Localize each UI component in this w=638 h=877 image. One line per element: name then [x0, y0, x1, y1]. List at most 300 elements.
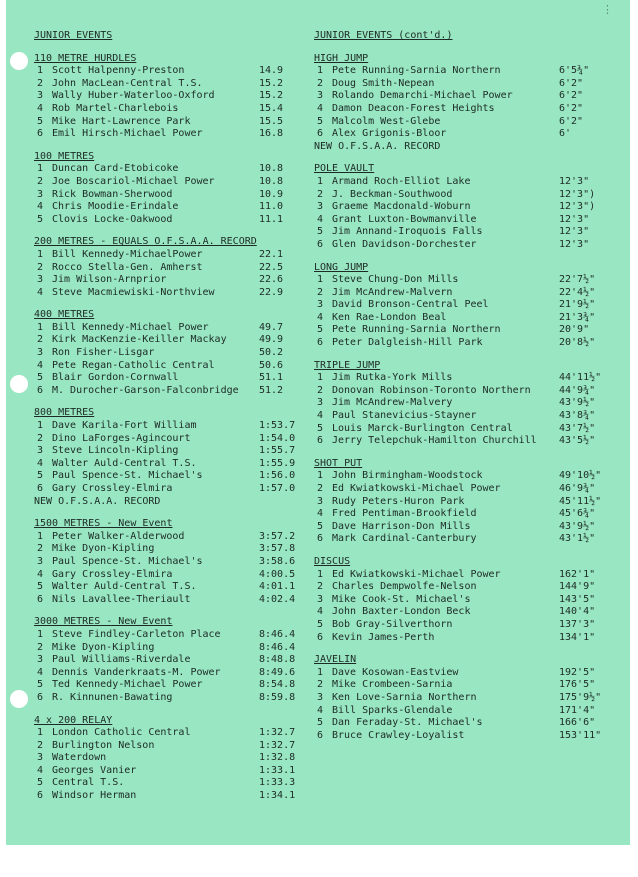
result-row [314, 385, 614, 398]
athlete-name: Malcolm West-Glebe [332, 115, 441, 127]
result-row [314, 189, 614, 202]
place-number: 4 [37, 568, 44, 580]
place-number: 1 [37, 163, 44, 175]
result-row [314, 533, 614, 546]
athlete-name: Emil Hirsch-Michael Power [52, 128, 203, 140]
result-row [34, 727, 296, 740]
place-number: 3 [317, 593, 324, 605]
place-number: 2 [317, 384, 324, 396]
place-number: 4 [317, 311, 324, 323]
place-number: 5 [317, 324, 324, 336]
section-title-1500-metres-new-event: 1500 METRES - New Event [34, 518, 173, 530]
result-mark: 21'3¾" [559, 311, 596, 323]
place-number: 1 [317, 372, 324, 384]
result-row [34, 163, 296, 176]
result-row [34, 765, 296, 778]
section-title-shot-put: SHOT PUT [314, 457, 363, 469]
result-mark: 43'7½" [559, 422, 596, 434]
result-mark: 1:55.9 [259, 457, 296, 469]
athlete-name: Windsor Herman [52, 790, 137, 802]
result-row [34, 692, 296, 705]
section-title-pole-vault: POLE VAULT [314, 163, 375, 175]
place-number: 6 [317, 631, 324, 643]
section-title-long-jump: LONG JUMP [314, 261, 369, 273]
result-row [314, 705, 614, 718]
athlete-name: Rolando Demarchi-Michael Power [332, 90, 513, 102]
place-number: 6 [317, 435, 324, 447]
result-row [34, 752, 296, 765]
result-mark: 12'3" [559, 226, 590, 238]
athlete-name: John MacLean-Central T.S. [52, 77, 203, 89]
place-number: 3 [317, 299, 324, 311]
athlete-name: John Baxter-London Beck [332, 606, 471, 618]
result-row [34, 176, 296, 189]
result-mark: 6'2" [559, 102, 584, 114]
result-row [314, 337, 614, 350]
athlete-name: Blair Gordon-Cornwall [52, 372, 179, 384]
athlete-name: Ed Kwiatkowski-Michael Power [332, 568, 501, 580]
result-row [34, 90, 296, 103]
athlete-name: J. Beckman-Southwood [332, 188, 453, 200]
result-row [314, 423, 614, 436]
result-row [314, 239, 614, 252]
result-row [34, 581, 296, 594]
section-title-3000-metres-new-event: 3000 METRES - New Event [34, 616, 173, 628]
result-mark: 6'2" [559, 90, 584, 102]
result-row [34, 322, 296, 335]
place-number: 2 [37, 739, 44, 751]
athlete-name: Scott Halpenny-Preston [52, 65, 185, 77]
section-title-junior-events: JUNIOR EVENTS [34, 30, 113, 41]
place-number: 1 [37, 65, 44, 77]
result-mark: 6'5¾" [559, 65, 590, 77]
place-number: 4 [317, 508, 324, 520]
place-number: 6 [37, 593, 44, 605]
result-row [34, 103, 296, 116]
place-number: 1 [37, 420, 44, 432]
result-mark: 1:34.1 [259, 790, 296, 802]
result-mark: 50.6 [259, 359, 284, 371]
place-number: 5 [317, 717, 324, 729]
result-row [34, 420, 296, 433]
result-mark: 20'9" [559, 324, 590, 336]
result-mark: 46'9¾" [559, 483, 596, 494]
athlete-name: Mike Dyon-Kipling [52, 543, 155, 555]
athlete-name: Paul Spence-St. Michael's [52, 470, 203, 482]
result-row [34, 214, 296, 227]
section-title-400-metres: 400 METRES [34, 309, 95, 321]
result-row [314, 78, 614, 91]
athlete-name: London Catholic Central [52, 727, 191, 739]
result-row [34, 65, 296, 78]
place-number: 5 [37, 372, 44, 384]
athlete-name: Jim Rutka-York Mills [332, 372, 453, 384]
place-number: 3 [37, 347, 44, 359]
result-row [34, 790, 296, 803]
result-row [314, 274, 614, 287]
result-mark: 4:01.1 [259, 581, 296, 593]
result-mark: 153'11" [559, 729, 602, 741]
athlete-name: Graeme Macdonald-Woburn [332, 201, 471, 213]
result-row [314, 594, 614, 607]
result-row [314, 128, 614, 141]
athlete-name: Armand Roch-Elliot Lake [332, 175, 471, 187]
place-number: 6 [317, 337, 324, 349]
result-mark: 11.1 [259, 213, 284, 225]
place-number: 5 [37, 581, 44, 593]
section-title-javelin: JAVELIN [314, 654, 357, 666]
result-row [34, 262, 296, 275]
result-row [314, 116, 614, 129]
place-number: 6 [37, 384, 44, 396]
section-title-triple-jump: TRIPLE JUMP [314, 359, 381, 371]
place-number: 3 [37, 90, 44, 102]
athlete-name: David Bronson-Central Peel [332, 299, 489, 311]
place-number: 5 [37, 679, 44, 691]
athlete-name: Jim McAndrew-Malvery [332, 397, 453, 409]
athlete-name: Grant Luxton-Bowmanville [332, 213, 477, 225]
result-row [314, 606, 614, 619]
place-number: 1 [37, 628, 44, 640]
result-mark: 6'2" [559, 77, 584, 89]
athlete-name: Bob Gray-Silverthorn [332, 618, 453, 630]
result-mark: 15.2 [259, 77, 284, 89]
result-mark: 12'3" [559, 238, 590, 250]
athlete-name: Donovan Robinson-Toronto Northern [332, 384, 531, 396]
result-mark: 1:53.7 [259, 420, 296, 432]
result-mark: 144'9" [559, 581, 596, 593]
athlete-name: Dave Kosowan-Eastview [332, 666, 459, 678]
place-number: 2 [317, 77, 324, 89]
place-number: 2 [37, 432, 44, 444]
place-number: 1 [37, 248, 44, 260]
result-row [34, 470, 296, 483]
punch-hole [10, 375, 28, 393]
result-mark: 134'1" [559, 631, 596, 643]
athlete-name: Joe Boscariol-Michael Power [52, 175, 215, 187]
place-number: 4 [37, 764, 44, 776]
result-row [314, 90, 614, 103]
result-mark: 15.4 [259, 102, 284, 114]
place-number: 3 [317, 90, 324, 102]
result-row [314, 679, 614, 692]
athlete-name: Central T.S. [52, 777, 125, 789]
result-row [34, 189, 296, 202]
result-mark: 162'1" [559, 568, 596, 580]
section-title-800-metres: 800 METRES [34, 407, 95, 419]
place-number: 2 [317, 679, 324, 691]
place-number: 3 [317, 397, 324, 409]
result-mark: 22.1 [259, 248, 284, 260]
place-number: 2 [317, 483, 324, 494]
section-title-100-metres: 100 METRES [34, 150, 95, 162]
athlete-name: Ken Rae-London Beal [332, 311, 447, 323]
athlete-name: Peter Walker-Alderwood [52, 530, 185, 542]
athlete-name: John Birmingham-Woodstock [332, 470, 483, 482]
athlete-name: M. Durocher-Garson-Falconbridge [52, 384, 239, 396]
athlete-name: Fred Pentiman-Brookfield [332, 508, 477, 520]
result-mark: 192'5" [559, 666, 596, 678]
section-title-110-metre-hurdles: 110 METRE HURDLES [34, 52, 137, 64]
place-number: 3 [317, 201, 324, 213]
result-row [34, 642, 296, 655]
place-number: 3 [37, 274, 44, 286]
athlete-name: Doug Smith-Nepean [332, 77, 435, 89]
place-number: 4 [37, 102, 44, 114]
result-row [34, 360, 296, 373]
result-mark: 22.9 [259, 286, 284, 298]
result-row [34, 347, 296, 360]
athlete-name: Mike Crombeen-Sarnia [332, 679, 453, 691]
place-number: 5 [317, 618, 324, 630]
place-number: 5 [37, 777, 44, 789]
place-number: 2 [37, 543, 44, 555]
section-title-discus: DISCUS [314, 555, 351, 567]
result-row [34, 629, 296, 642]
punch-hole [10, 690, 28, 708]
result-row [34, 543, 296, 556]
result-row [314, 483, 614, 496]
result-mark: 22'7½" [559, 274, 596, 286]
results-sheet [6, 0, 630, 845]
athlete-name: Pete Running-Sarnia Northern [332, 65, 501, 77]
place-number: 6 [317, 128, 324, 140]
athlete-name: Glen Davidson-Dorchester [332, 238, 477, 250]
result-mark: 3:58.6 [259, 555, 296, 567]
result-mark: 8:46.4 [259, 628, 296, 640]
place-number: 1 [317, 666, 324, 678]
result-mark: 140'4" [559, 606, 596, 618]
place-number: 5 [317, 226, 324, 238]
athlete-name: Bill Sparks-Glendale [332, 704, 453, 716]
result-mark: 22'4½" [559, 286, 596, 298]
athlete-name: Ted Kennedy-Michael Power [52, 679, 203, 691]
result-mark: 8:59.8 [259, 691, 296, 703]
result-row [34, 287, 296, 300]
result-mark: 137'3" [559, 618, 596, 630]
place-number: 6 [37, 128, 44, 140]
athlete-name: Bruce Crawley-Loyalist [332, 729, 465, 741]
place-number: 5 [317, 115, 324, 127]
athlete-name: Steve Findley-Carleton Place [52, 628, 221, 640]
result-row [34, 667, 296, 680]
athlete-name: Ken Love-Sarnia Northern [332, 691, 477, 703]
athlete-name: Kevin James-Perth [332, 631, 435, 643]
result-mark: 166'6" [559, 717, 596, 729]
result-mark: 12'3") [559, 201, 596, 213]
result-mark: 176'5" [559, 679, 596, 691]
athlete-name: Dennis Vanderkraats-M. Power [52, 666, 221, 678]
margin-mark-icon: ⋮ [602, 3, 616, 16]
place-number: 6 [317, 729, 324, 741]
place-number: 2 [37, 175, 44, 187]
athlete-name: Kirk MacKenzie-Keiller Mackay [52, 334, 227, 346]
athlete-name: Peter Dalgleish-Hill Park [332, 337, 483, 349]
result-mark: 12'3" [559, 213, 590, 225]
place-number: 4 [37, 359, 44, 371]
athlete-name: Steve Macmiewiski-Northview [52, 286, 215, 298]
result-row [34, 78, 296, 91]
place-number: 3 [37, 188, 44, 200]
result-row [34, 274, 296, 287]
result-mark: 1:32.8 [259, 752, 296, 764]
result-mark: 21'9½" [559, 299, 596, 311]
record-note: NEW O.F.S.A.A. RECORD [314, 140, 441, 152]
athlete-name: Dave Harrison-Don Mills [332, 520, 471, 532]
result-row [314, 496, 614, 509]
place-number: 5 [37, 213, 44, 225]
athlete-name: Jim McAndrew-Malvern [332, 286, 453, 298]
section-title-200-metres-equals-o-f-s-a-a-record: 200 METRES - EQUALS O.F.S.A.A. RECORD [34, 236, 257, 248]
place-number: 1 [317, 175, 324, 187]
record-note: NEW O.F.S.A.A. RECORD [34, 495, 161, 507]
place-number: 2 [37, 261, 44, 273]
place-number: 1 [317, 568, 324, 580]
place-number: 4 [317, 704, 324, 716]
result-mark: 8:48.8 [259, 654, 296, 666]
result-row [34, 385, 296, 398]
place-number: 4 [317, 102, 324, 114]
result-row [314, 581, 614, 594]
place-number: 6 [317, 533, 324, 545]
result-mark: 175'9½" [559, 691, 602, 703]
place-number: 4 [317, 606, 324, 618]
result-row [314, 508, 614, 521]
place-number: 1 [37, 727, 44, 739]
result-mark: 1:56.0 [259, 470, 296, 482]
result-row [314, 299, 614, 312]
result-row [34, 556, 296, 569]
place-number: 6 [317, 238, 324, 250]
result-row [314, 214, 614, 227]
athlete-name: Mike Dyon-Kipling [52, 641, 155, 653]
place-number: 2 [37, 641, 44, 653]
place-number: 4 [317, 410, 324, 422]
result-mark: 10.8 [259, 163, 284, 175]
place-number: 3 [317, 691, 324, 703]
place-number: 5 [37, 115, 44, 127]
athlete-name: Charles Dempwolfe-Nelson [332, 581, 477, 593]
left-column [34, 30, 296, 803]
result-mark: 8:49.6 [259, 666, 296, 678]
result-mark: 14.9 [259, 65, 284, 77]
result-mark: 143'5" [559, 593, 596, 605]
result-mark: 8:54.8 [259, 679, 296, 691]
result-mark: 3:57.2 [259, 530, 296, 542]
place-number: 3 [37, 752, 44, 764]
result-mark: 45'11½" [559, 495, 602, 507]
athlete-name: Nils Lavallee-Theriault [52, 593, 191, 605]
result-row [314, 397, 614, 410]
place-number: 3 [37, 654, 44, 666]
athlete-name: Georges Vanier [52, 764, 137, 776]
result-row [314, 103, 614, 116]
result-row [34, 128, 296, 141]
result-mark: 171'4" [559, 704, 596, 716]
result-mark: 1:55.7 [259, 445, 296, 457]
result-mark: 1:32.7 [259, 739, 296, 751]
result-row [34, 433, 296, 446]
athlete-name: Jim Wilson-Arnprior [52, 274, 167, 286]
result-row [314, 569, 614, 582]
result-row [314, 470, 614, 483]
result-mark: 4:00.5 [259, 568, 296, 580]
athlete-name: Steve Lincoln-Kipling [52, 445, 179, 457]
result-row [314, 312, 614, 325]
athlete-name: Dino LaForges-Agincourt [52, 432, 191, 444]
result-row [34, 201, 296, 214]
result-mark: 8:46.4 [259, 641, 296, 653]
result-mark: 6'2" [559, 115, 584, 127]
result-mark: 20'8½" [559, 337, 596, 349]
athlete-name: Jim Annand-Iroquois Falls [332, 226, 483, 238]
result-row [34, 569, 296, 582]
result-mark: 16.8 [259, 128, 284, 140]
place-number: 4 [317, 213, 324, 225]
result-mark: 1:54.0 [259, 432, 296, 444]
place-number: 2 [317, 188, 324, 200]
place-number: 2 [37, 77, 44, 89]
result-row [34, 116, 296, 129]
result-mark: 3:57.8 [259, 543, 296, 555]
result-mark: 43'8¾" [559, 410, 596, 422]
result-row [314, 372, 614, 385]
result-row [314, 65, 614, 78]
athlete-name: Wally Huber-Waterloo-Oxford [52, 90, 215, 102]
result-row [314, 201, 614, 214]
athlete-name: Rick Bowman-Sherwood [52, 188, 173, 200]
athlete-name: Ed Kwiatkowski-Michael Power [332, 483, 501, 494]
athlete-name: Rocco Stella-Gen. Amherst [52, 261, 203, 273]
result-mark: 43'5½" [559, 435, 596, 447]
athlete-name: Paul Spence-St. Michael's [52, 555, 203, 567]
athlete-name: Bill Kennedy-Michael Power [52, 321, 209, 333]
athlete-name: Dave Karila-Fort William [52, 420, 197, 432]
athlete-name: Walter Auld-Central T.S. [52, 581, 197, 593]
athlete-name: Pete Regan-Catholic Central [52, 359, 215, 371]
place-number: 1 [317, 274, 324, 286]
place-number: 5 [317, 422, 324, 434]
athlete-name: Clovis Locke-Oakwood [52, 213, 173, 225]
athlete-name: Steve Chung-Don Mills [332, 274, 459, 286]
athlete-name: Burlington Nelson [52, 739, 155, 751]
place-number: 4 [37, 666, 44, 678]
place-number: 1 [37, 530, 44, 542]
result-row [314, 692, 614, 705]
athlete-name: Bill Kennedy-MichaelPower [52, 248, 203, 260]
result-mark: 15.2 [259, 90, 284, 102]
result-row [314, 730, 614, 743]
result-mark: 50.2 [259, 347, 284, 359]
result-mark: 51.1 [259, 372, 284, 384]
result-mark: 10.9 [259, 188, 284, 200]
athlete-name: Louis Marck-Burlington Central [332, 422, 513, 434]
punch-hole [10, 52, 28, 70]
result-mark: 4:02.4 [259, 593, 296, 605]
result-row [314, 619, 614, 632]
result-row [34, 654, 296, 667]
result-row [314, 176, 614, 189]
place-number: 3 [317, 495, 324, 507]
result-mark: 45'6¾" [559, 508, 596, 520]
place-number: 2 [317, 286, 324, 298]
athlete-name: Mark Cardinal-Canterbury [332, 533, 477, 545]
athlete-name: R. Kinnunen-Bawating [52, 691, 173, 703]
result-mark: 10.8 [259, 175, 284, 187]
athlete-name: Gary Crossley-Elmira [52, 483, 173, 494]
athlete-name: Duncan Card-Etobicoke [52, 163, 179, 175]
result-row [314, 521, 614, 534]
